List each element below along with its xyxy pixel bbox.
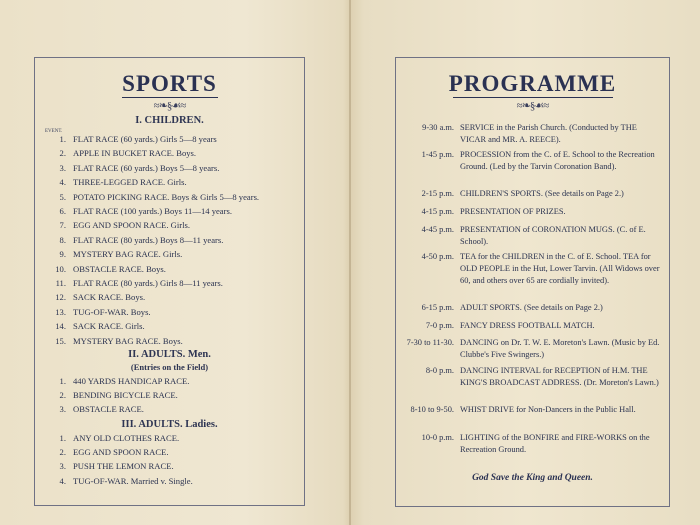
- event-number: 11.: [55, 278, 66, 288]
- programme-title-rule: [453, 97, 613, 98]
- event-text: FLAT RACE (60 yards.) Boys 5—8 years.: [73, 162, 220, 173]
- event-text: SACK RACE. Girls.: [73, 321, 145, 332]
- programme-description: TEA for the CHILDREN in the C. of E. School. TEA for OLD PEOPLE in the Hut, Lower Tarvin. (All Widows over 60, and others over 65 are cordially invited).: [460, 252, 660, 285]
- event-number: 12.: [55, 292, 66, 303]
- event-number: 14.: [55, 321, 66, 332]
- ladies-section-title: III. ADULTS. Ladies.: [121, 419, 218, 430]
- event-number: 7.: [59, 220, 66, 231]
- programme-time: 4-15 p.m.: [421, 207, 454, 216]
- men-section-title: II. ADULTS. Men.: [128, 349, 211, 360]
- event-number: 2.: [59, 390, 66, 401]
- event-number: 2.: [59, 148, 66, 159]
- programme-description: WHIST DRIVE for Non-Dancers in the Public Hall.: [460, 405, 636, 414]
- programme-time: 1-45 p.m.: [421, 150, 454, 159]
- programme-description: ADULT SPORTS. (See details on Page 2.): [460, 303, 603, 312]
- event-text: MYSTERY BAG RACE. Boys.: [73, 335, 183, 346]
- sports-panel: [34, 57, 305, 506]
- event-text: POTATO PICKING RACE. Boys & Girls 5—8 years.: [73, 191, 260, 202]
- page-fold: [349, 0, 351, 525]
- programme-time: 8-10 to 9-50.: [410, 405, 454, 414]
- programme-time: 9-30 a.m.: [422, 123, 454, 132]
- programme-time: 7-0 p.m.: [425, 321, 454, 330]
- programme-time: 8-0 p.m.: [425, 366, 454, 375]
- programme-time: 2-15 p.m.: [421, 189, 454, 198]
- event-number: 3.: [59, 461, 66, 472]
- programme-panel: [395, 57, 670, 507]
- sports-title-text: SPORTS: [122, 71, 217, 96]
- event-text: THREE-LEGGED RACE. Girls.: [73, 177, 187, 188]
- event-number: 1.: [59, 376, 66, 386]
- programme-title-text: PROGRAMME: [448, 71, 617, 96]
- event-number: 1.: [59, 433, 66, 443]
- event-text: SACK RACE. Boys.: [73, 292, 146, 303]
- event-text: FLAT RACE (60 yards.) Girls 5—8 years: [73, 134, 217, 144]
- closing-anthem: God Save the King and Queen.: [472, 473, 593, 483]
- event-number: 15.: [55, 335, 66, 346]
- event-number: 10.: [55, 263, 66, 274]
- event-text: TUG-OF-WAR. Married v. Single.: [73, 475, 193, 486]
- event-text: TUG-OF-WAR. Boys.: [73, 306, 151, 317]
- programme-description: PRESENTATION OF PRIZES.: [460, 207, 566, 216]
- event-number: 3.: [59, 162, 66, 173]
- event-text: 440 YARDS HANDICAP RACE.: [73, 376, 190, 386]
- event-number: 8.: [59, 234, 66, 245]
- programme-description: CHILDREN'S SPORTS. (See details on Page 2.): [460, 189, 624, 198]
- programme-description: PRESENTATION of CORONATION MUGS. (C. of E. School).: [460, 225, 646, 246]
- event-text: EGG AND SPOON RACE.: [73, 447, 169, 458]
- programme-time: 6-15 p.m.: [421, 303, 454, 312]
- event-number: 9.: [59, 249, 66, 260]
- programme-description: FANCY DRESS FOOTBALL MATCH.: [460, 321, 595, 330]
- event-text: FLAT RACE (80 yards.) Boys 8—11 years.: [73, 234, 224, 245]
- event-label: EVENT.: [45, 129, 63, 134]
- programme-ornament: ≈❧§☙≈: [516, 100, 549, 112]
- event-text: APPLE IN BUCKET RACE. Boys.: [73, 148, 197, 159]
- event-text: OBSTACLE RACE.: [73, 404, 144, 415]
- event-text: EGG AND SPOON RACE. Girls.: [73, 220, 190, 231]
- event-text: FLAT RACE (80 yards.) Girls 8—11 years.: [73, 278, 223, 288]
- sports-ornament: ≈❧§☙≈: [153, 100, 186, 112]
- sports-title-rule: [122, 97, 218, 98]
- programme-title: [396, 71, 669, 98]
- event-text: ANY OLD CLOTHES RACE.: [73, 433, 180, 443]
- programme-time: 4-45 p.m.: [421, 225, 454, 234]
- programme-time: 7-30 to 11-30.: [406, 338, 454, 347]
- event-number: 3.: [59, 404, 66, 415]
- programme-time: 10-0 p.m.: [421, 433, 454, 442]
- sports-title: [35, 71, 304, 98]
- event-number: 1.: [59, 134, 66, 144]
- programme-time: 4-50 p.m.: [421, 252, 454, 261]
- programme-description: PROCESSION from the C. of E. School to the Recreation Ground. (Led by the Tarvin Coronation Band).: [460, 150, 655, 171]
- event-number: 2.: [59, 447, 66, 458]
- event-number: 13.: [55, 306, 66, 317]
- event-text: FLAT RACE (100 yards.) Boys 11—14 years.: [73, 206, 232, 216]
- men-section-note: (Entries on the Field): [130, 362, 209, 372]
- programme-description: DANCING on Dr. T. W. E. Moreton's Lawn. (Music by Ed. Clubbe's Five Swingers.): [460, 338, 660, 359]
- event-number: 4.: [59, 475, 66, 486]
- programme-description: SERVICE in the Parish Church. (Conducted by THE VICAR and MR. A. REECE).: [460, 123, 637, 144]
- event-text: BENDING BICYCLE RACE.: [73, 390, 178, 401]
- event-text: OBSTACLE RACE. Boys.: [73, 263, 166, 274]
- event-number: 5.: [59, 191, 66, 202]
- event-number: 6.: [59, 206, 66, 216]
- event-text: MYSTERY BAG RACE. Girls.: [73, 249, 183, 260]
- children-section-title: I. CHILDREN.: [135, 115, 204, 126]
- programme-description: LIGHTING of the BONFIRE and FIRE-WORKS on the Recreation Ground.: [460, 433, 650, 454]
- event-text: PUSH THE LEMON RACE.: [73, 461, 174, 472]
- event-number: 4.: [59, 177, 66, 188]
- programme-description: DANCING INTERVAL for RECEPTION of H.M. THE KING'S BROADCAST ADDRESS. (Dr. Moreton's Lawn.): [460, 366, 659, 387]
